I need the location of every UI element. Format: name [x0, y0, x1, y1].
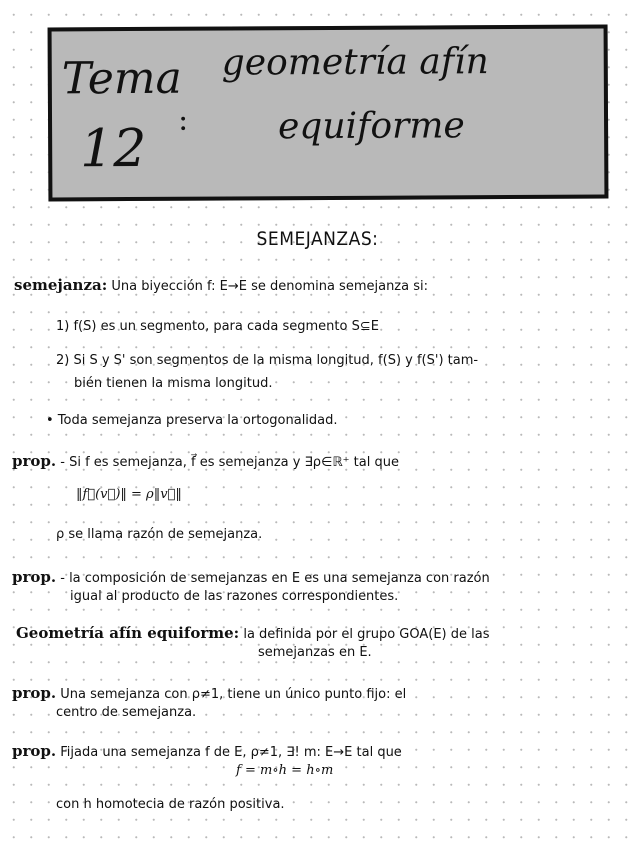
prop-3-label: prop. — [12, 684, 57, 702]
title-box — [48, 25, 609, 202]
topic-label: Tema — [61, 52, 182, 105]
geometry-term: Geometría afín equiforme: — [16, 624, 240, 642]
prop-1-label: prop. — [12, 452, 57, 470]
prop-2-line-1 — [12, 568, 490, 588]
prop-4-line-3: con h homotecia de razón positiva. — [56, 797, 285, 812]
prop-1-note: ρ se llama razón de semejanza. — [56, 527, 263, 542]
prop-2-line-2: igual al producto de las razones correspondientes. — [70, 589, 399, 604]
prop-1-formula: ‖f⃗(v⃗)‖ = ρ‖v⃗‖ — [76, 487, 182, 502]
title-line-2: equiforme — [277, 105, 465, 148]
prop-4-label: prop. — [12, 742, 57, 760]
prop-3-line-1 — [12, 684, 406, 704]
prop-4-line-1 — [12, 742, 402, 762]
definition-text: Una biyección f: E→E se denomina semejanza si: — [111, 279, 428, 294]
prop-1-text: - Si f es semejanza, f⃗ es semejanza y ∃ρ∈ℝ⁺ tal que — [60, 455, 399, 470]
definition-line — [14, 276, 428, 296]
prop-2-text: - la composición de semejanzas en E es una semejanza con razón — [60, 571, 490, 586]
geometry-text: la definida por el grupo GOA(E) de las — [243, 627, 490, 642]
prop-4-text: Fijada una semejanza f de E, ρ≠1, ∃! m: E→E tal que — [60, 745, 402, 760]
geometry-definition — [16, 624, 490, 644]
section-heading: SEMEJANZAS: — [256, 228, 379, 250]
condition-2: 2) Si S y S' son segmentos de la misma longitud, f(S) y f(S') tam- — [56, 353, 479, 368]
bullet-orthogonality: • Toda semejanza preserva la ortogonalidad. — [46, 413, 338, 428]
condition-1: 1) f(S) es un segmento, para cada segmento S⊆E — [56, 319, 379, 334]
prop-1-line — [12, 452, 399, 472]
prop-3-line-2: centro de semejanza. — [56, 705, 197, 720]
condition-2-continued: bién tienen la misma longitud. — [74, 376, 273, 391]
definition-term: semejanza: — [14, 276, 108, 294]
prop-2-label: prop. — [12, 568, 57, 586]
title-colon: : — [177, 102, 189, 138]
topic-number: 12 — [80, 118, 147, 180]
title-line-1: geometría afín — [221, 41, 489, 84]
prop-3-text: Una semejanza con ρ≠1, tiene un único punto fijo: el — [60, 687, 407, 702]
geometry-line-2: semejanzas en E. — [258, 645, 372, 660]
prop-4-formula: f = m∘h = h∘m — [236, 763, 334, 778]
